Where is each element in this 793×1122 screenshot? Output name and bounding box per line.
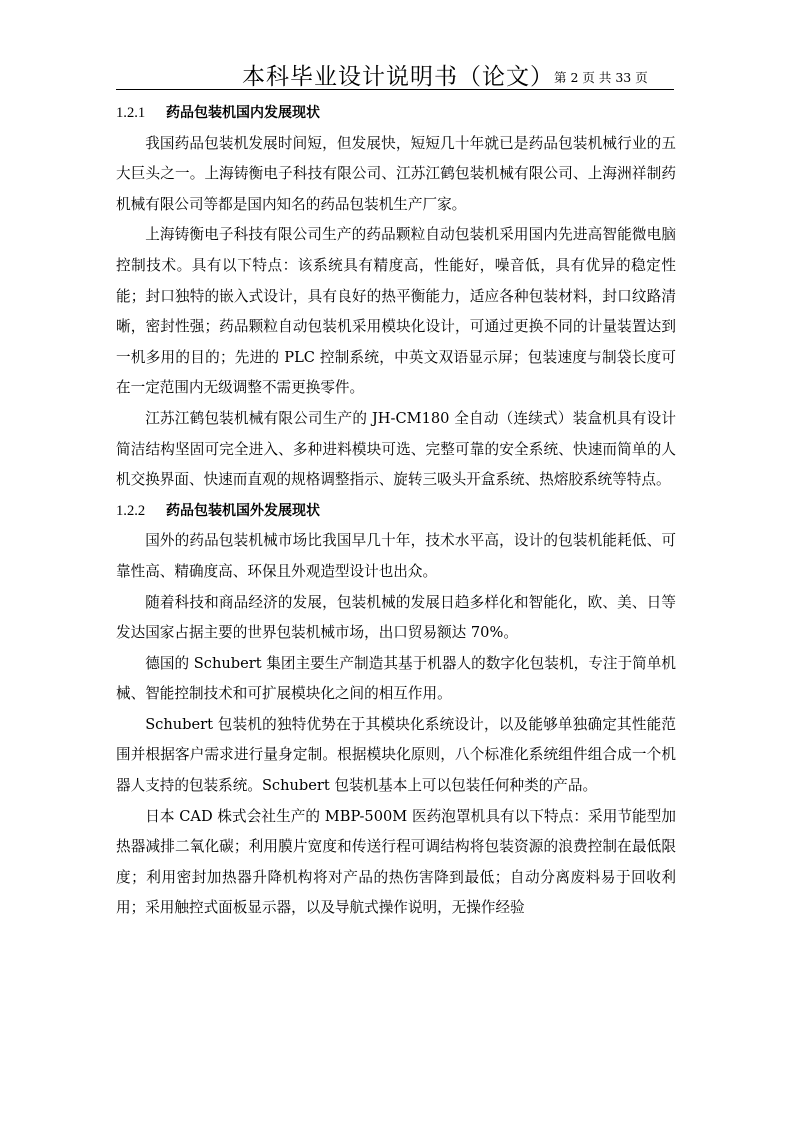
paragraph: 上海铸衡电子科技有限公司生产的药品颗粒自动包装机采用国内先进高智能微电脑控制技术。具有以下特点：该系统具有精度高，性能好，噪音低，具有优异的稳定性能；封口独特的嵌入式设计，具有良好的热平衡能力，适应各种包装材料，封口纹路清晰，密封性强；药品颗粒自动包装机采用模块化设计，可通过更换不同的计量装置达到一机多用的目的；先进的 PLC 控制系统，中英文双语显示屏；包装速度与制袋长度可在一定范围内无级调整不需更换零件。 xyxy=(116,226,676,397)
document-body xyxy=(116,98,676,924)
section-number: 1.2.2 xyxy=(116,502,146,519)
paragraph: Schubert 包装机的独特优势在于其模块化系统设计，以及能够单独确定其性能范围并根据客户需求进行量身定制。根据模块化原则，八个标准化系统组件组合成一个机器人支持的包装系统。Schubert 包装机基本上可以包装任何种类的产品。 xyxy=(116,715,676,795)
paragraph: 江苏江鹤包装机械有限公司生产的 JH-CM180 全自动（连续式）装盒机具有设计简洁结构坚固可完全进入、多种进料模块可选、完整可靠的安全系统、快速而简单的人机交换界面、快速而直观的规格调整指示、旋转三吸头开盒系统、热熔胶系统等特点。 xyxy=(116,409,676,489)
paragraph: 我国药品包装机发展时间短，但发展快，短短几十年就已是药品包装机械行业的五大巨头之一。上海铸衡电子科技有限公司、江苏江鹤包装机械有限公司、上海洲祥制药机械有限公司等都是国内知名的药品包装机生产厂家。 xyxy=(116,134,676,213)
section-heading xyxy=(116,98,676,129)
paragraph: 日本 CAD 株式会社生产的 MBP-500M 医药泡罩机具有以下特点：采用节能型加热器减排二氧化碳；利用膜片宽度和传送行程可调结构将包装资源的浪费控制在最低限度；利用密封加热器升降机构将对产品的热伤害降到最低；自动分离废料易于回收利用；采用触控式面板显示器，以及导航式操作说明，无操作经验 xyxy=(116,807,676,917)
page-number: 第 2 页 共 33 页 xyxy=(554,70,648,85)
header-divider xyxy=(116,89,674,90)
page-header xyxy=(116,56,674,90)
section-number: 1.2.1 xyxy=(116,105,146,121)
paragraph: 国外的药品包装机械市场比我国早几十年，技术水平高，设计的包装机能耗低、可靠性高、精确度高、环保且外观造型设计也出众。 xyxy=(116,532,676,580)
section-heading xyxy=(116,496,676,527)
paragraph: 随着科技和商品经济的发展，包装机械的发展日趋多样化和智能化，欧、美、日等发达国家占据主要的世界包装机械市场，出口贸易额达 70%。 xyxy=(116,593,676,642)
section-title: 药品包装机国外发展现状 xyxy=(166,502,320,519)
section-title: 药品包装机国内发展现状 xyxy=(166,105,320,121)
document-title: 本科毕业设计说明书（论文） xyxy=(242,64,554,90)
paragraph: 德国的 Schubert 集团主要生产制造其基于机器人的数字化包装机，专注于简单机械、智能控制技术和可扩展模块化之间的相互作用。 xyxy=(116,654,676,703)
